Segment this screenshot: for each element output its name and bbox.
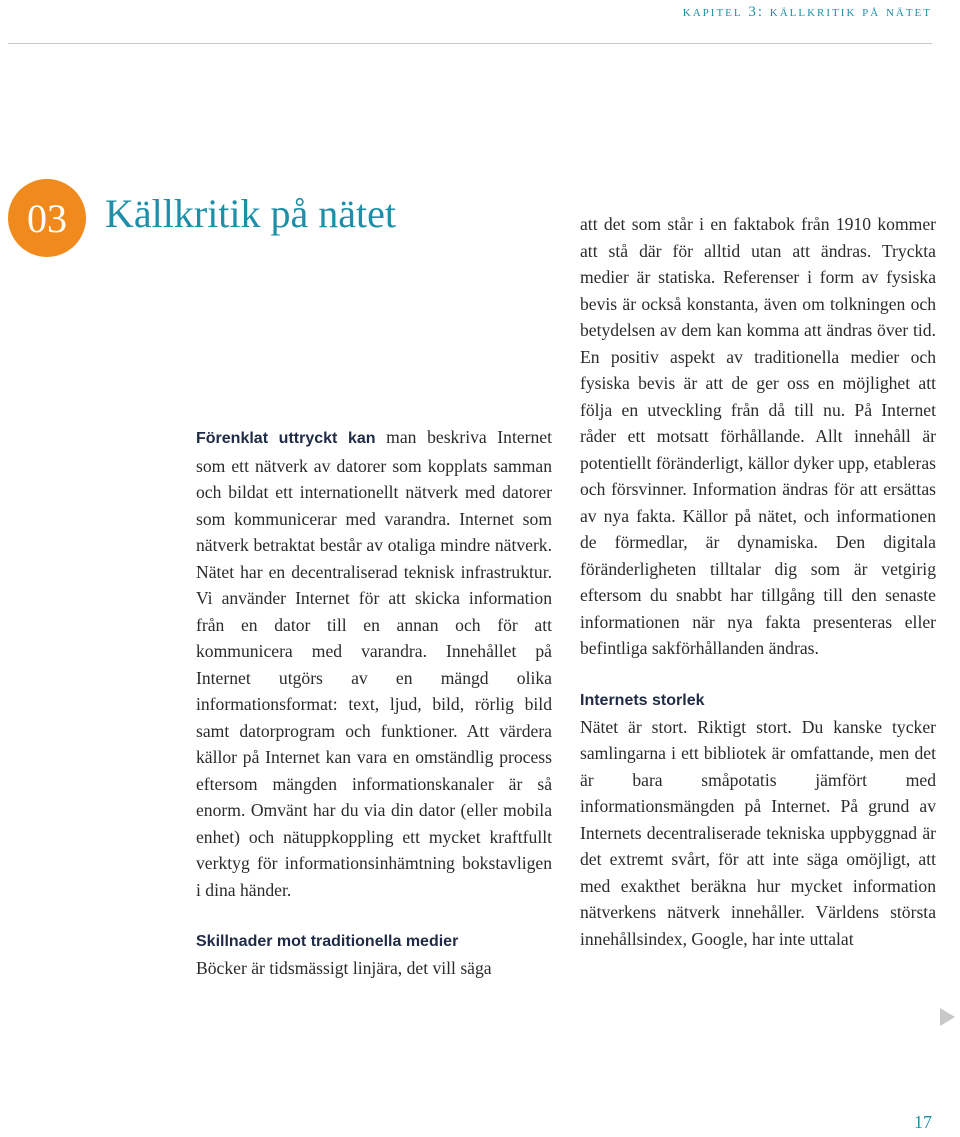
section-heading-internet-size: Internets storlek: [580, 691, 705, 709]
left-paragraph-1: [196, 424, 552, 903]
page-number: 17: [914, 1112, 932, 1132]
right-paragraph-2: Nätet är stort. Riktigt stort. Du kanske tycker samlingarna i ett bibliotek är omfattande, men det är bara småpotatis jämfört med informationsmängden på Internet. På grund av Internets decentraliserade tekniska uppbyggnad är det extremt svårt, för att inte säga omöjligt, att med exakthet beräkna hur mycket information nätverkens nätverk innehåller. Världens största innehållsindex, Google, har inte uttalat: [580, 716, 936, 949]
chapter-title: Källkritik på nätet: [105, 191, 397, 236]
triangle-right-icon: [940, 1008, 955, 1026]
header-divider: [8, 43, 932, 44]
lead-in-phrase: Förenklat uttryckt kan: [196, 430, 376, 447]
left-paragraph-2: Böcker är tidsmässigt linjära, det vill säga: [196, 958, 492, 978]
left-text-column: [196, 424, 552, 982]
running-header: kapitel 3: källkritik på nätet: [682, 4, 932, 20]
chapter-number-badge: 03: [8, 179, 86, 257]
right-text-column: [580, 211, 936, 952]
right-paragraph-1: att det som står i en faktabok från 1910 kommer att stå där för alltid utan att ändras. Tryckta medier är statiska. Referenser i form av fysiska bevis är också konstanta, även om tolkningen och betydelsen av dem kan komma att ändras över tid. En positiv aspekt av traditionella medier och fysiska bevis är att de ger oss en möjlighet att följa en utveckling från då till nu. På Internet råder ett motsatt förhållande. Allt innehåll är potentiellt föränderligt, källor dyker upp, etableras och försvinner. Information ändras för att ersättas av nya fakta. Källor på nätet, och informationen de förmedlar, är dynamiska. Den digitala föränderligheten tilltalar dig som är vetgirig eftersom du snabbt har tillgång till den senaste informationen när nya fakta presenteras eller befintliga sakförhållanden ändras.: [580, 214, 936, 658]
section-heading-traditional-media: Skillnader mot traditionella medier: [196, 933, 459, 950]
left-paragraph-1-text: man beskriva Internet som ett nätverk av datorer som kopplats samman och bildat ett internationellt nätverk med datorer som kommunicerar med varandra. Internet som nätverk betraktat består av otaliga mindre nätverk. Nätet har en decentraliserad teknisk infrastruktur. Vi använder Internet för att skicka information från en dator till en annan och för att kommunicera med varandra. Innehållet på Internet utgörs av en mängd olika informationsformat: text, ljud, bild, rörlig bild samt datorprogram och funktioner. Att värdera källor på Internet kan vara en omständlig process eftersom mängden informationskanaler är så enorm. Omvänt har du via din dator (eller mobila enhet) och nätuppkoppling ett mycket kraftfullt verktyg för informationsinhämtning bokstavligen i dina händer.: [196, 427, 553, 900]
